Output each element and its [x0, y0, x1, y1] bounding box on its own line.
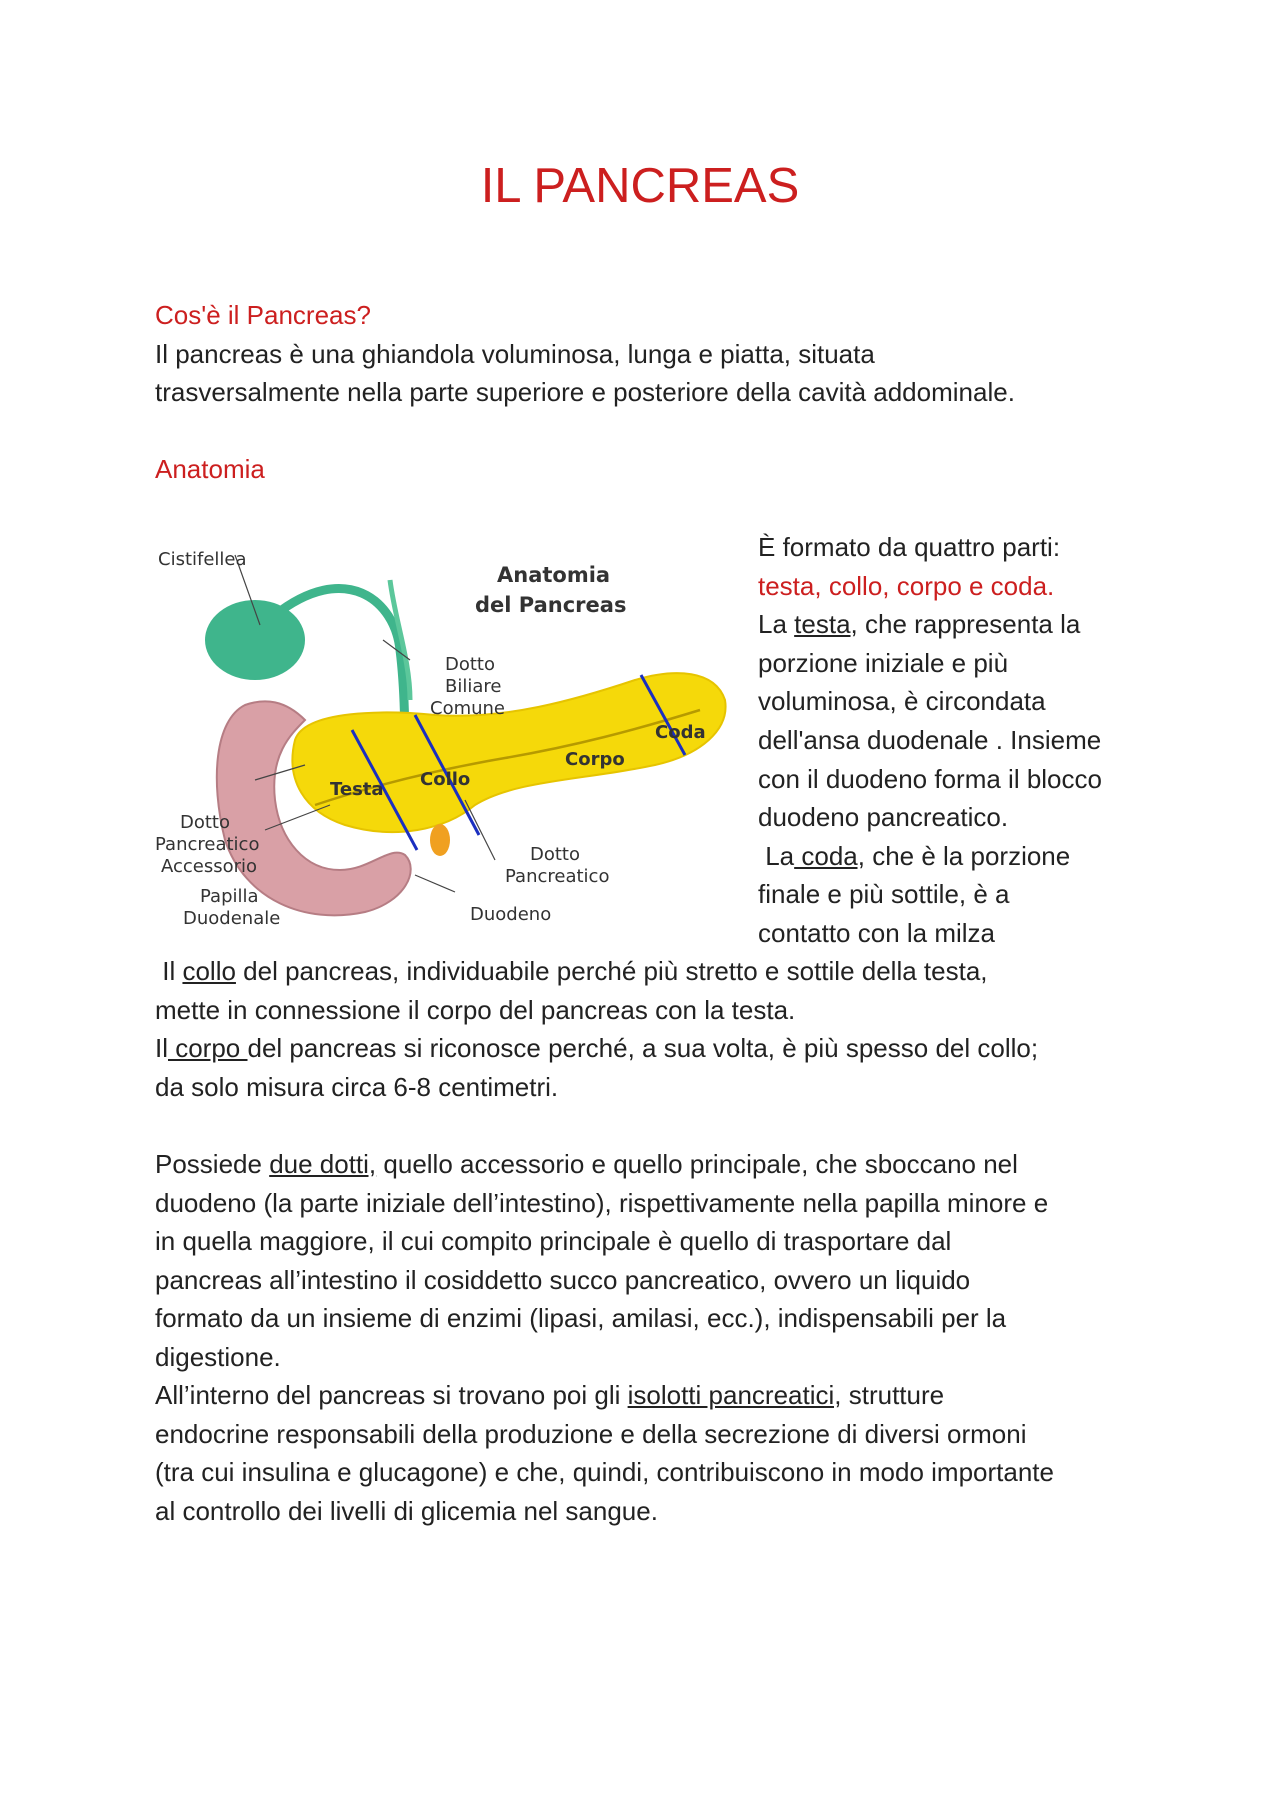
- figure-title-line1: Anatomia: [497, 563, 611, 587]
- section-heading-anatomia: Anatomia: [155, 454, 265, 484]
- pancreas-anatomy-figure: [155, 540, 735, 940]
- side-line-2: testa, collo, corpo e coda.: [758, 570, 1055, 601]
- side-description: [758, 528, 1158, 953]
- body-line-d6: digestione.: [155, 1341, 281, 1372]
- side-line-11: contatto con la milza: [758, 917, 996, 948]
- body-line-c1: Il collo del pancreas, individuabile perché più stretto e sottile della testa,: [155, 956, 988, 986]
- label-dotto-panc-1: Dotto: [530, 844, 581, 865]
- label-dotto-biliare-1: Dotto: [445, 654, 496, 675]
- body-line-d2: duodeno (la parte iniziale dell’intestino), rispettivamente nella papilla minore e: [155, 1187, 1049, 1218]
- label-dotto-acc-3: Accessorio: [161, 856, 258, 877]
- side-line-4: porzione iniziale e più: [758, 647, 1009, 678]
- intro-line-2: trasversalmente nella parte superiore e posteriore della cavità addominale.: [155, 377, 1015, 407]
- label-duodeno: Duodeno: [470, 904, 552, 925]
- label-dotto-biliare-2: Biliare: [445, 676, 502, 697]
- section-heading-cos-e: Cos'è il Pancreas?: [155, 300, 371, 330]
- page-title: IL PANCREAS: [480, 159, 800, 213]
- side-line-9: La coda, che è la porzione: [758, 840, 1071, 871]
- side-line-1: È formato da quattro parti:: [758, 532, 1061, 562]
- side-line-3: La testa, che rappresenta la: [758, 609, 1081, 640]
- term-testa: testa: [794, 609, 851, 640]
- body-line-c2: mette in connessione il corpo del pancreas con la testa.: [155, 994, 796, 1025]
- side-line-10: finale e più sottile, è a: [758, 879, 1010, 910]
- body-line-e2: endocrine responsabili della produzione e della secrezione di diversi ormoni: [155, 1418, 1027, 1449]
- label-dotto-acc-1: Dotto: [180, 812, 231, 833]
- intro-section: [155, 296, 1155, 412]
- side-line-7: con il duodeno forma il blocco: [758, 763, 1102, 794]
- side-line-5: voluminosa, è circondata: [758, 686, 1046, 717]
- body-line-c3: Il corpo del pancreas si riconosce perché, a sua volta, è più spesso del collo;: [155, 1033, 1039, 1063]
- papilla-nodule: [430, 824, 450, 856]
- collo-corpo-paragraph: [155, 952, 1155, 1106]
- body-line-e1: All’interno del pancreas si trovano poi gli isolotti pancreatici, strutture: [155, 1380, 945, 1410]
- body-line-d3: in quella maggiore, il cui compito principale è quello di trasportare dal: [155, 1226, 952, 1256]
- label-testa: Testa: [330, 779, 384, 800]
- label-cistifellea: Cistifellea: [158, 549, 247, 570]
- body-line-e4: al controllo dei livelli di glicemia nel sangue.: [155, 1495, 658, 1526]
- side-line-8: duodeno pancreatico.: [758, 802, 1009, 833]
- label-papilla-2: Duodenale: [183, 908, 281, 929]
- term-due-dotti: due dotti,: [269, 1149, 377, 1179]
- pancreas-shape: [292, 673, 725, 832]
- term-collo: collo: [182, 956, 236, 986]
- label-collo: Collo: [420, 769, 471, 790]
- label-dotto-acc-2: Pancreatico: [155, 834, 260, 855]
- term-coda: coda,: [794, 840, 865, 871]
- body-line-e3: (tra cui insulina e glucagone) e che, quindi, contribuiscono in modo importante: [155, 1457, 1054, 1487]
- body-line-c4: da solo misura circa 6-8 centimetri.: [155, 1071, 559, 1102]
- body-line-d5: formato da un insieme di enzimi (lipasi, amilasi, ecc.), indispensabili per la: [155, 1303, 1007, 1333]
- dotti-paragraph: [155, 1145, 1155, 1530]
- anatomy-heading-block: [155, 450, 1155, 489]
- intro-line-1: Il pancreas è una ghiandola voluminosa, lunga e piatta, situata: [155, 338, 875, 369]
- label-corpo: Corpo: [565, 749, 625, 770]
- term-isolotti: isolotti pancreatici,: [627, 1380, 842, 1410]
- label-coda: Coda: [655, 722, 706, 743]
- label-dotto-panc-2: Pancreatico: [505, 866, 610, 887]
- term-corpo: corpo: [168, 1033, 248, 1063]
- figure-title-line2: del Pancreas: [475, 593, 627, 617]
- label-papilla-1: Papilla: [200, 886, 259, 907]
- body-line-d4: pancreas all’intestino il cosiddetto succo pancreatico, ovvero un liquido: [155, 1264, 971, 1295]
- side-line-6: dell'ansa duodenale . Insieme: [758, 724, 1102, 755]
- label-dotto-biliare-3: Comune: [430, 698, 506, 719]
- body-line-d1: Possiede due dotti, quello accessorio e quello principale, che sboccano nel: [155, 1149, 1018, 1179]
